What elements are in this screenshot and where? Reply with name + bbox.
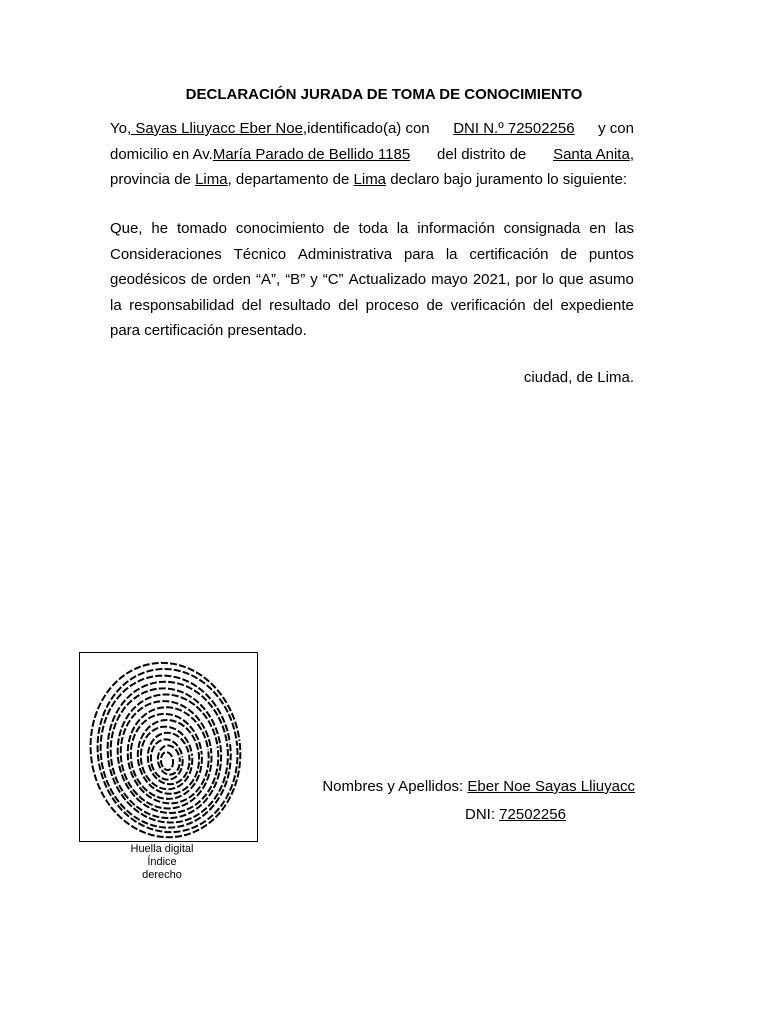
intro-paragraph xyxy=(110,116,634,193)
word: de xyxy=(190,271,208,288)
body-line-5: para certificación presentado. xyxy=(110,322,307,339)
body-line-4 xyxy=(110,293,634,319)
word: certificación xyxy=(469,245,549,263)
declarant-province: Lima xyxy=(195,171,228,188)
word: la xyxy=(110,296,122,314)
declarant-department: Lima xyxy=(353,171,387,188)
word: las xyxy=(614,220,634,237)
word: puntos xyxy=(588,245,634,263)
word: para xyxy=(403,245,434,263)
names-value: Eber Noe Sayas Lliuyacc xyxy=(467,778,635,795)
caption-line-2: Índice xyxy=(147,856,177,868)
word: verificación xyxy=(450,296,526,314)
word: responsabilidad xyxy=(129,296,235,314)
word: lo xyxy=(542,271,554,288)
word: la xyxy=(445,245,458,263)
word: proceso xyxy=(365,296,420,314)
word: geodésicos xyxy=(110,271,186,288)
fingerprint-caption xyxy=(112,843,212,882)
word: de xyxy=(333,220,350,237)
declarant-address: María Parado de Bellido 1185 xyxy=(212,145,411,163)
word: por xyxy=(515,271,538,288)
word: orden xyxy=(212,271,251,288)
word: tomado xyxy=(176,220,227,237)
word: “B” xyxy=(285,271,306,288)
text-comma: , xyxy=(629,145,634,163)
declarant-district: Santa Anita xyxy=(553,145,630,163)
word: toda xyxy=(358,220,388,237)
word: conocimiento xyxy=(235,220,325,237)
signature-names xyxy=(322,778,635,795)
word: Técnico xyxy=(233,245,287,263)
body-line-1 xyxy=(110,216,634,242)
declaration-paragraph xyxy=(110,216,634,344)
word: Actualizado xyxy=(348,271,427,288)
word: expediente xyxy=(560,296,634,314)
word: del xyxy=(533,296,554,314)
word: mayo xyxy=(431,271,468,288)
word: la xyxy=(396,220,409,237)
text-yo: Yo xyxy=(110,120,127,137)
word: del xyxy=(338,296,359,314)
dni-value: 72502256 xyxy=(499,806,566,823)
word: resultado xyxy=(269,296,331,314)
text-del-distrito: del distrito de xyxy=(437,145,527,163)
word: y xyxy=(310,271,318,288)
word: “C” xyxy=(322,271,344,288)
word: he xyxy=(151,220,169,237)
word: que xyxy=(558,271,584,288)
intro-line-3 xyxy=(110,167,634,193)
word: Consideraciones xyxy=(110,245,222,263)
dni-label: DNI: xyxy=(465,806,495,823)
caption-line-3: derecho xyxy=(142,869,182,881)
text-identificado: identificado(a) con xyxy=(307,120,430,137)
body-line-2 xyxy=(110,242,634,268)
word: del xyxy=(241,296,262,314)
text-declaro: declaro bajo juramento lo siguiente: xyxy=(390,171,628,188)
names-label: Nombres y Apellidos: xyxy=(322,778,464,795)
word: en xyxy=(589,220,606,237)
closing-city: ciudad, de Lima. xyxy=(523,369,634,386)
word: información xyxy=(417,220,495,237)
word: de xyxy=(560,245,578,263)
word: consignada xyxy=(503,220,581,237)
word: Que, xyxy=(110,220,143,237)
fingerprint-icon xyxy=(80,653,257,841)
document-title: DECLARACIÓN JURADA DE TOMA DE CONOCIMIENTO xyxy=(185,86,583,103)
text-provincia: provincia de xyxy=(110,171,191,188)
text-departamento: , departamento de xyxy=(227,171,350,188)
word: 2021, xyxy=(472,271,511,288)
fingerprint-box xyxy=(79,652,258,842)
intro-line-2 xyxy=(110,142,634,168)
text-domicilio: domicilio en Av. xyxy=(110,145,213,163)
signature-dni xyxy=(465,806,566,823)
word: de xyxy=(426,296,444,314)
intro-line-1 xyxy=(110,116,634,142)
word: Administrativa xyxy=(297,245,393,263)
word: asumo xyxy=(588,271,634,288)
caption-line-1: Huella digital xyxy=(130,843,194,855)
declarant-name: , Sayas Lliuyacc Eber Noe, xyxy=(126,120,308,137)
body-line-3 xyxy=(110,267,634,293)
text-y-con: y con xyxy=(598,120,634,137)
word: “A”, xyxy=(256,271,281,288)
declarant-dni: DNI N.º 72502256 xyxy=(453,120,575,137)
